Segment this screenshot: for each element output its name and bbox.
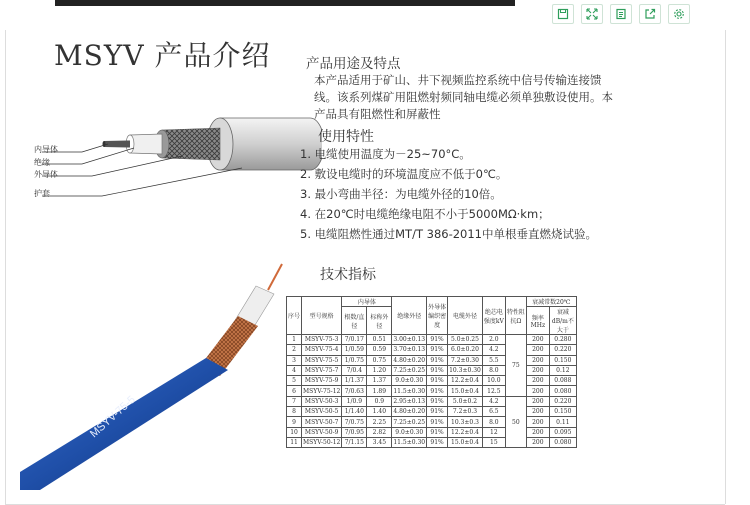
table-cell: 9 <box>287 417 302 427</box>
table-cell: 1.40 <box>367 407 392 417</box>
table-cell: 200 <box>526 427 549 437</box>
col-cable-od: 电缆外径 <box>448 297 483 335</box>
table-cell: 91% <box>427 396 448 406</box>
table-cell: 15.0±0.4 <box>448 386 483 396</box>
table-cell: MSYV-75-5 <box>302 355 342 365</box>
table-cell: 1/0.75 <box>342 355 367 365</box>
features-list <box>300 144 630 244</box>
table-cell: 91% <box>427 335 448 345</box>
table-cell: 200 <box>526 355 549 365</box>
table-cell: 200 <box>526 437 549 447</box>
table-cell: 10.3±0.30 <box>449 367 481 375</box>
table-cell: 6.5 <box>482 407 505 417</box>
table-cell: 91% <box>427 437 448 447</box>
table-cell: 1/0.59 <box>342 345 367 355</box>
table-cell: MSYV-50-12 <box>303 439 341 447</box>
image-toolbar <box>552 4 690 24</box>
table-cell: 12.5 <box>482 386 505 396</box>
table-cell: 5.0±0.25 <box>448 335 483 345</box>
table-cell: 6.0±0.20 <box>448 345 483 355</box>
table-row <box>287 396 577 406</box>
document-button[interactable] <box>610 4 632 24</box>
table-cell: 9.0±0.30 <box>392 427 427 437</box>
table-cell: 10 <box>287 427 302 437</box>
table-cell: 91% <box>427 355 448 365</box>
spec-table <box>286 296 577 448</box>
table-cell: 12.2±0.4 <box>448 376 483 386</box>
table-cell: 3 <box>287 355 302 365</box>
table-cell: 91% <box>427 417 448 427</box>
feature-item: 5. 电缆阻燃性通过MT/T 386-2011中单根垂直燃烧试验。 <box>300 227 597 241</box>
col-inner: 内导体 <box>342 297 392 307</box>
table-cell: 12.2±0.4 <box>448 427 483 437</box>
table-row <box>287 407 577 417</box>
impedance-cell: 50 <box>505 396 526 447</box>
table-cell: 11 <box>287 437 302 447</box>
table-cell: 0.51 <box>367 335 392 345</box>
table-cell: 7.2±0.3 <box>448 407 483 417</box>
table-cell: 4.80±0.20 <box>393 408 426 416</box>
settings-button[interactable] <box>668 4 690 24</box>
table-cell: 1/1.37 <box>342 376 367 386</box>
col-model: 型号规格 <box>302 297 342 335</box>
table-cell: 91% <box>427 427 448 437</box>
table-cell: 200 <box>526 417 549 427</box>
label-insulation: 绝缘 <box>34 157 50 167</box>
table-cell: 4.2 <box>482 396 505 406</box>
table-cell: 10.3±0.3 <box>448 417 483 427</box>
save-icon <box>557 8 569 20</box>
feature-item: 3. 最小弯曲半径：为电缆外径的10倍。 <box>300 187 502 201</box>
table-cell: 200 <box>526 345 549 355</box>
table-cell: 5 <box>287 376 302 386</box>
table-cell: 0.150 <box>549 355 576 365</box>
table-cell: 7.2±0.30 <box>448 355 483 365</box>
table-cell: MSYV-50-3 <box>302 396 342 406</box>
table-cell: 0.080 <box>549 437 576 447</box>
product-image <box>22 28 642 498</box>
table-cell: 1/1.40 <box>342 407 367 417</box>
table-cell: 2.25 <box>367 417 392 427</box>
table-cell: 9.0±0.30 <box>392 376 427 386</box>
table-cell: 8 <box>287 407 302 417</box>
table-cell: 200 <box>526 335 549 345</box>
cable-photo <box>20 260 290 492</box>
col-atten: 衰减常数20℃ <box>526 297 576 307</box>
cropped-heading-strip <box>55 0 515 6</box>
table-cell: 15 <box>482 437 505 447</box>
table-cell: 0.11 <box>549 417 576 427</box>
table-cell: 0.095 <box>549 427 576 437</box>
impedance-cell: 75 <box>505 335 526 397</box>
table-cell: 0.220 <box>549 396 576 406</box>
table-cell: 15.0±0.4 <box>448 437 483 447</box>
table-cell: 2.0 <box>482 335 505 345</box>
table-cell: 2.82 <box>367 427 392 437</box>
table-cell: 5.0±0.2 <box>448 396 483 406</box>
top-bar <box>0 0 750 26</box>
table-cell: 0.280 <box>549 335 576 345</box>
table-cell: 1 <box>287 335 302 345</box>
table-cell: MSYV-50-5 <box>302 407 342 417</box>
table-cell: 91% <box>427 376 448 386</box>
table-cell: 1.37 <box>367 376 392 386</box>
col-seq: 序号 <box>287 297 302 335</box>
table-cell: MSYV-75-7 <box>302 365 342 375</box>
label-outer-conductor: 外导体 <box>34 170 58 179</box>
table-cell: 4.2 <box>482 345 505 355</box>
table-cell: 2.95±0.13 <box>393 397 426 405</box>
col-freq: 频率MHz <box>526 307 549 335</box>
table-cell: 3.70±0.13 <box>393 346 426 354</box>
table-cell: 0.59 <box>367 345 392 355</box>
feature-item: 1. 电缆使用温度为－25~70°C。 <box>300 147 471 161</box>
table-cell: 0.220 <box>549 345 576 355</box>
tech-title: 技术指标 <box>320 267 376 283</box>
table-cell: 200 <box>526 365 549 375</box>
product-title: MSYV 产品介绍 <box>54 39 271 72</box>
table-cell: 0.75 <box>367 355 392 365</box>
table-cell: MSYV-75-3 <box>302 335 342 345</box>
expand-icon <box>586 8 598 20</box>
share-button[interactable] <box>639 4 661 24</box>
spec-table-body <box>287 335 577 448</box>
table-cell: 2 <box>287 345 302 355</box>
table-cell: 91% <box>427 345 448 355</box>
table-cell: 11.5±0.30 <box>393 387 426 395</box>
document-icon <box>615 8 627 20</box>
table-cell: MSYV-75-4 <box>302 345 342 355</box>
table-row <box>287 437 577 447</box>
table-cell: MSYV-50-9 <box>302 427 342 437</box>
usage-text: 本产品适用于矿山、井下视频监控系统中信号传输连接馈线。该系列煤矿用阻燃射频同轴电缆必须单独敷设使用。本产品具有阻燃性和屏蔽性 <box>314 73 613 121</box>
table-cell: 0.12 <box>549 365 576 375</box>
table-cell: 8.0 <box>482 365 505 375</box>
table-row <box>287 386 577 396</box>
frame-border-left <box>5 30 6 504</box>
table-cell: 1.20 <box>367 365 392 375</box>
col-atten-val: 衰减dB/m不大于 <box>549 307 576 335</box>
cable-print-text: MSYV-75-5 <box>87 393 138 441</box>
table-cell: 3.45 <box>367 437 392 447</box>
table-cell: 0.080 <box>549 386 576 396</box>
table-cell: 7/0.75 <box>342 417 367 427</box>
table-cell: 1/0.9 <box>342 396 367 406</box>
table-cell: 7.25±0.25 <box>393 367 426 375</box>
table-cell: MSYV-75-12 <box>303 387 341 395</box>
expand-button[interactable] <box>581 4 603 24</box>
table-cell: 7/0.63 <box>342 386 367 396</box>
save-button[interactable] <box>552 4 574 24</box>
table-cell: 6 <box>287 386 302 396</box>
table-cell: 200 <box>526 396 549 406</box>
table-cell: 7/1.15 <box>342 437 367 447</box>
table-row <box>287 355 577 365</box>
table-cell: 0.150 <box>549 407 576 417</box>
table-cell: 7/0.4 <box>342 365 367 375</box>
table-cell: 1.89 <box>367 386 392 396</box>
table-cell: 200 <box>526 376 549 386</box>
col-braid: 外导体编织密度 <box>427 297 448 335</box>
table-cell: 7.25±0.25 <box>393 418 426 426</box>
label-inner-conductor: 内导体 <box>34 145 58 154</box>
table-row <box>287 417 577 427</box>
usage-title: 产品用途及特点 <box>306 56 401 72</box>
share-icon <box>644 8 656 20</box>
table-cell: 0.088 <box>549 376 576 386</box>
table-cell: 91% <box>427 365 448 375</box>
col-impedance: 特性阻抗Ω <box>505 297 526 335</box>
table-cell: 7/0.17 <box>342 335 367 345</box>
frame-border-right <box>725 30 726 504</box>
table-cell: 200 <box>526 407 549 417</box>
table-row <box>287 335 577 345</box>
col-insul-od: 绝缘外径 <box>392 297 427 335</box>
table-row <box>287 345 577 355</box>
label-jacket: 护套 <box>34 188 50 198</box>
col-inner-count: 根数/直径 <box>342 307 367 335</box>
cable-layer-labels <box>34 144 58 200</box>
table-row <box>287 427 577 437</box>
col-inner-od: 标称外径 <box>367 307 392 335</box>
table-cell: 0.9 <box>367 396 392 406</box>
table-cell: 8.0 <box>482 417 505 427</box>
table-cell: MSYV-50-7 <box>302 417 342 427</box>
feature-item: 4. 在20℃时电缆绝缘电阻不小于5000MΩ·km； <box>300 207 550 221</box>
cable-structure-illustration <box>42 106 322 226</box>
table-cell: 4.80±0.20 <box>393 356 426 364</box>
table-row <box>287 365 577 375</box>
table-cell: 5.5 <box>482 355 505 365</box>
table-cell: 11.5±0.30 <box>393 439 426 447</box>
table-cell: 10.0 <box>482 376 505 386</box>
features-title: 使用特性 <box>318 129 374 145</box>
table-cell: 3.00±0.13 <box>393 336 426 344</box>
col-voltage: 绝芯电强度kV <box>482 297 505 335</box>
table-cell: 91% <box>427 386 448 396</box>
table-row <box>287 376 577 386</box>
table-cell: 91% <box>427 407 448 417</box>
feature-item: 2. 敷设电缆时的环境温度应不低于0℃。 <box>300 167 508 181</box>
table-cell: 12 <box>482 427 505 437</box>
table-cell: 200 <box>526 386 549 396</box>
table-cell: 7/0.95 <box>342 427 367 437</box>
gear-icon <box>673 8 685 20</box>
table-cell: MSYV-75-9 <box>302 376 342 386</box>
table-cell: 7 <box>287 396 302 406</box>
table-cell: 4 <box>287 365 302 375</box>
